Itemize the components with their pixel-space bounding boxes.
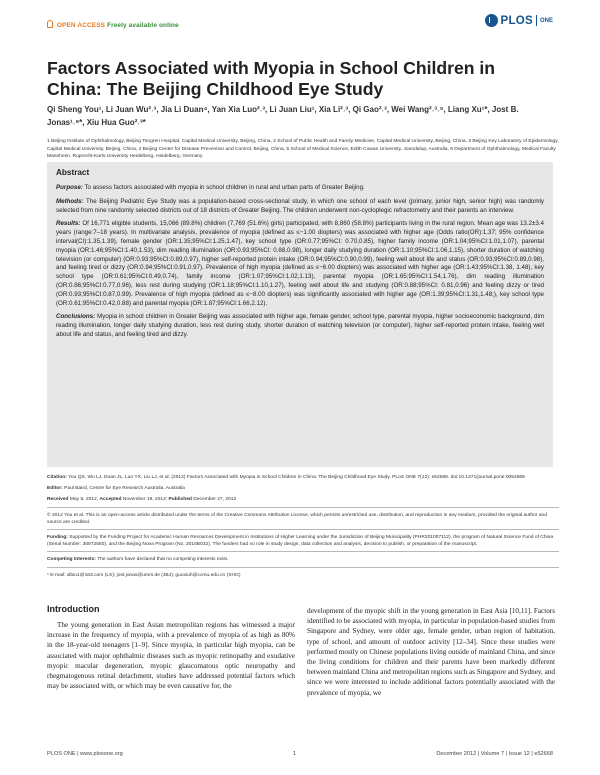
open-access-badge: OPEN ACCESS Freely available online xyxy=(47,20,179,29)
affiliations: 1 Beijing Institute of Ophthalmology, Beijing Tongren Hospital, Capital Medical University, Beijing, China, 2 School of Public Health and Family Medicine, Capital Medical University, Beijing, China, 3 Beijing Key Laboratory of Epidemiology, Capital Medical University, Beijing, China, 4 Beijing Center for Disease Prevention and Control, Beijing, China, 5 School of Medical Science, Edith Cowan University, Joondalup, Australia, 6 Department of Ophthalmology, Medical Faculty Mannheim, Ruprecht-Karls-University Heidelberg, Heidelberg, Germany xyxy=(47,139,559,160)
citation: Citation: You QS, Wu LJ, Duan JL, Luo YX, Liu LJ, et al. (2012) Factors Associated with Myopia in School Children in China: The Beijing Childhood Eye Study. PLoS ONE 7(12): e52668. doi:10.1371/journal.pone.0052668 xyxy=(47,475,525,480)
abstract-purpose: Purpose: To assess factors associated with myopia in school children in rural and urban parts of Greater Beijing. xyxy=(56,184,365,191)
abstract-methods: Methods: The Beijing Pediatric Eye Study was a population-based cross-sectional study, in which one school of each level (primary, junior high, senior high) was randomly selected from nine randomly selected districts out of 18 districts of Greater Beijing. The children underwent non-cycloplegic refractometry and their parents an interview. xyxy=(56,197,544,214)
page-footer xyxy=(47,751,553,761)
footer-journal: PLOS ONE | www.plosone.org xyxy=(47,751,123,757)
footer-issue: December 2012 | Volume 7 | Issue 12 | e52668 xyxy=(436,751,553,757)
abstract-heading: Abstract xyxy=(56,168,90,177)
abstract-conclusions: Conclusions: Myopia in school children in Greater Beijing was associated with higher age, female gender, school type, parental myopia, higher socioeconomic background, dim reading illumination, longer daily studying duration, less rest during study, shorter duration of watching television (or computer), higher self-reported protein intake, feeling well about life and status, and feeling tired and dizzy. xyxy=(56,313,544,338)
open-lock-icon xyxy=(47,20,53,28)
article-metadata xyxy=(47,474,559,579)
copyright: © 2012 You et al. This is an open-access article distributed under the terms of the Creative Commons Attribution License, which permits unrestricted use, distribution, and reproduction in any medium, provided the original author and source are credited. xyxy=(47,512,547,525)
dates: Received May 5, 2012; Accepted November 19, 2012; Published December 27, 2012 xyxy=(47,497,237,503)
funding: Funding: Supported by the Funding Project for Academic Human Resources Development in Institutions of Higher Learning under the Jurisdiction of Beijing Municipality (PHR201007112), the program of Natural Science Fund of China (Serial Number: 30972550), and the Beijing Nova Program (No. 2010B032). The funders had no role in study design, data collection and analysis, decision to publish, or preparation of the manuscript. xyxy=(47,535,554,548)
divider xyxy=(47,567,559,568)
author-list: Qi Sheng You¹, Li Juan Wu²˒³, Jia Li Duan⁴, Yan Xia Luo²˒³, Li Juan Liu¹, Xia Li²˒³, Qi Gao²˒³, Wei Wang²˒³˒⁵, Liang Xu¹*, Jost B. Jonas¹˒⁶*, Xiu Hua Guo²˒³* xyxy=(47,105,519,127)
plos-logo-icon xyxy=(485,14,498,27)
article-title: Factors Associated with Myopia in School Children in China: The Beijing Childhood Eye Study xyxy=(47,58,496,99)
editor: Editor: Paul Baird, Centre for Eye Research Australia, Australia xyxy=(47,486,185,492)
divider xyxy=(47,529,559,530)
email-contacts: * E-mail: xlbio1@163.com (LX); jost.jonas@umm.de (JBJ); guoxiuh@ccmu.edu.cn (XHG) xyxy=(47,572,241,578)
introduction-left-column: The young generation in East Asian metropolitan regions has witnessed a major increase in the frequency of myopia, with a prevalence of myopia of as high as 80% in the 18-year-old teenagers [1–9]. Since myopia, in particular high myopia, can be associated with major ophthalmic diseases such as myopic retinopathy and exudative myopic macular degeneration, myopic glaucomatous optic neuropathy and rhegmatogenous retinal detachment, studies have addressed potential factors which may be associated with, or which may be even causative for, the xyxy=(47,621,295,691)
page-number: 1 xyxy=(293,751,297,757)
abstract-results: Results: Of 16,771 eligible students, 15,066 (89.8%) children (7,769 (51.6%) girls) participated, with 8,860 (58.8%) participants living in the rural region. Mean age was 13.2±3.4 years (range:7–18 years). In multivariate analysis, prevalence of myopia (defined as ≤−1.00 diopters) was associated with higher age (Odds ratio(OR):1.37; 95% confidence interval(CI):1.35,1.39), female gender (OR:1.35;95%CI:1.25,1.47), key school type (OR:0.77;95%CI: 0.70,0.85), higher family income (OR:1.04;95%CI:1.01,1.07), parental myopia (OR:1.46;95%CI:1.40,1.53), dim reading illumination (OR:0.93;95%CI: 0.88,0.98), longer daily studying duration (OR:1.10;95%CI:1.06,1.15), shorter duration of watching television (or computer) (OR:0.93;95%CI:0.89,0.97), higher self-reported protein intake (OR:0.94;95%CI:0.90,0.99), feeling well about life and status (OR:0.93;95%CI:0.89,0.98), and feeling tired or dizzy (OR:0.94;95%CI:0.91,0.97). Prevalence of high myopia (defined as ≤−6.00 diopters) was associated with higher age (OR:1.43;95%CI:1.38, 1.48), key school type (OR:0.61;95%CI:0.49,0.74), family income (OR:1.07;95%CI:1.02,1.13), parental myopia (OR:1.65;95%CI:1.54,1.76), dim reading illumination (OR:0.86;95%CI:0.77,0.96), less rest during studying (OR:1.18;95%CI:1.10,1.27), feeling well about life and studying (OR:0.88;95%CI: 0.81,0.96) and feeling dizzy or tired (OR:0.93;95%CI:0.87,0.99). Prevalence of high myopia (defined as ≤−8.00 diopters) was significantly associated with higher age (OR:1.39;95%CI:1.31,1.48;), key school type (OR:0.61;95%CI:0.42,0.88) and parental myopia (OR:1.87;95%CI:1.66,2.12). xyxy=(56,220,544,307)
abstract-box xyxy=(47,162,553,467)
introduction-heading: Introduction xyxy=(47,604,100,614)
journal-header xyxy=(47,14,553,40)
competing-interests: Competing Interests: The authors have declared that no competing interests exist. xyxy=(47,557,229,563)
introduction-right-column: development of the myopic shift in the young generation in East Asia [10,11]. Factors identified to be associated with myopia, in particular in population-based studies from Singapore and Sydney, were older age, female gender, urban region of habitation, type of school, and amount of outdoor activity [12–34]. Since these studies were performed mostly on Chinese populations living outside of mainland China, and since the living conditions for children and their parents have been markedly different between mainland China and metropolitan regions such as Singapore and Sydney, and since we were interested to include additional factors potentially associated with the prevalence of myopia, we xyxy=(307,607,555,697)
divider xyxy=(47,507,559,508)
plos-one-logo: PLOS ONE xyxy=(485,14,553,27)
divider xyxy=(47,551,559,552)
